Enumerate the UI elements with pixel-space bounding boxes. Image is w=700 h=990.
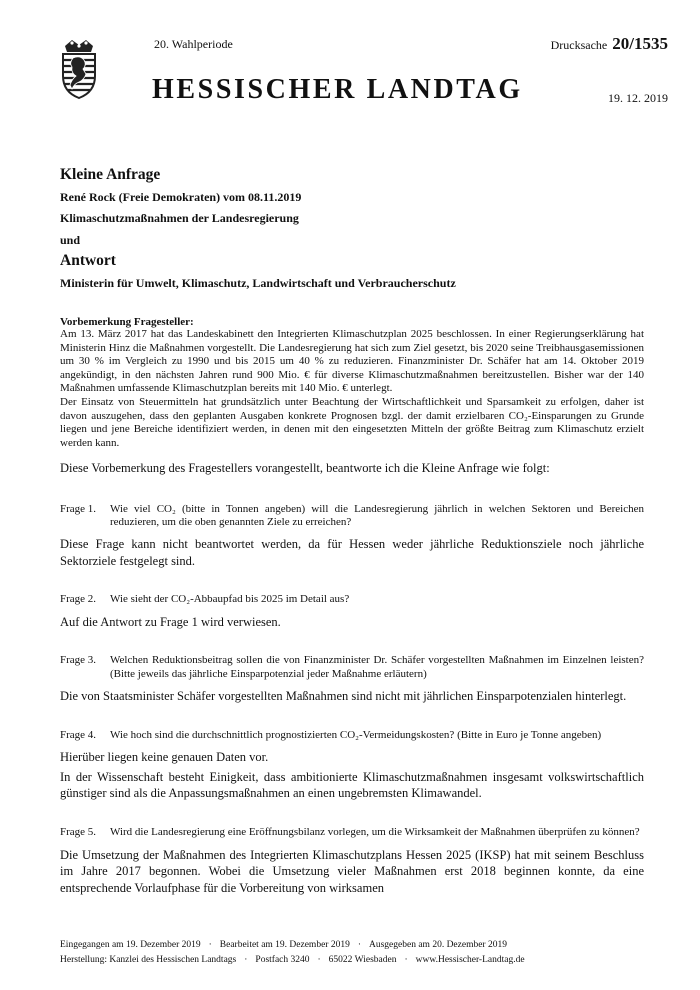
question-number: Frage 1. [60,502,97,515]
question-text: Wie hoch sind die durchschnittlich prognostizierten CO₂-Vermeidungskosten? (Bitte in Euro je Tonne angeben) [110,728,602,741]
website-link[interactable]: www.Hessischer-Landtag.de [415,955,525,965]
herstellung: Herstellung: Kanzlei des Hessischen Landtags [60,955,237,965]
question-1 [60,503,644,530]
question-3 [60,654,644,681]
answer-1: Diese Frage kann nicht beantwortet werden, da für Hessen weder jährliche Reduktionsziele noch jährliche Sektorziele festgelegt sind. [60,537,644,568]
question-block-5 [60,826,644,896]
ministry-line: Ministerin für Umwelt, Klimaschutz, Landwirtschaft und Verbraucherschutz [60,276,456,290]
answer-2: Auf die Antwort zu Frage 1 wird verwiesen. [60,614,281,629]
parliament-title: HESSISCHER LANDTAG [152,74,523,105]
question-number: Frage 2. [60,593,97,606]
question-text: Wie sieht der CO₂-Abbaupfad bis 2025 im Detail aus? [110,593,350,606]
footer-publisher [60,953,650,968]
postal-city: 65022 Wiesbaden [328,955,397,965]
answer-5: Die Umsetzung der Maßnahmen des Integrierten Klimaschutzplans Hessen 2025 (IKSP) hat mit seinem Beschluss im Jahre 2017 begonnen. Wobei die Umsetzung vieler Maßnahmen erst 2018 beginnen konnte, da eine entsprechende Vorlaufphase für die Vorbereitung von wirksamen [60,847,644,895]
topic-line: Klimaschutzmaßnahmen der Landesregierung [60,211,299,225]
drucksache-number [551,34,668,54]
question-text: Wird die Landesregierung eine Eröffnungsbilanz vorlegen, um die Wirksamkeit der Maßnahmen überprüfen zu können? [110,825,640,838]
postfach: Postfach 3240 [255,955,310,965]
author-line: René Rock (Freie Demokraten) vom 08.11.2019 [60,190,302,204]
answer-3: Die von Staatsminister Schäfer vorgestellten Maßnahmen sind nicht mit jährlichen Einsparpotenzialen hinterlegt. [60,689,627,704]
separator: · [357,940,361,950]
document-type: Kleine Anfrage [60,166,161,183]
footer-dates [60,938,650,953]
und-line: und [60,233,81,247]
question-2 [60,593,644,607]
vorbemerkung-title: Vorbemerkung Fragesteller: [60,316,194,328]
question-4 [60,729,644,743]
bearbeitet-date: Bearbeitet am 19. Dezember 2019 [219,940,350,950]
intro-paragraph: Diese Vorbemerkung des Fragestellers vorangestellt, beantworte ich die Kleine Anfrage wie folgt: [60,461,550,476]
separator: · [404,955,408,965]
question-text: Wie viel CO₂ (bitte in Tonnen angeben) will die Landesregierung jährlich in welchen Sektoren und Bereichen reduzieren, um die oben genannten Ziele zu erreichen? [110,502,644,529]
wahlperiode: 20. Wahlperiode [154,37,233,51]
antwort-heading: Antwort [60,252,116,269]
question-text: Welchen Reduktionsbeitrag sollen die von Finanzminister Dr. Schäfer vorgestellten Maßnahmen im Einzelnen leisten? (Bitte jeweils das jährliche Einsparpotenzial jeder Maßnahme erläutern) [110,654,644,680]
eingegangen-date: Eingegangen am 19. Dezember 2019 [60,940,201,950]
page-footer [60,938,650,968]
question-block-4 [60,729,644,802]
separator: · [317,955,321,965]
question-block-2 [60,593,644,630]
document-body [60,316,644,896]
ausgegeben-date: Ausgegeben am 20. Dezember 2019 [369,940,507,950]
separator: · [244,955,248,965]
question-block-3 [60,654,644,705]
question-number: Frage 5. [60,825,97,838]
drucksache-value: 20/1535 [612,34,668,53]
vorbemerkung-paragraph-1: Am 13. März 2017 hat das Landeskabinett den Integrierten Klimaschutzplan 2025 beschlossen. In einer Regierungserklärung hat Ministerin Hinz die Maßnahmen vorgestellt. Die Landesregierung hat sich zum Ziel gesetzt, bis 2020 seine Treibhausgasemissionen um 30 % im Vergleich zu 1990 und bis 2015 um 40 % zu reduzieren. Finanzminister Dr. Schäfer hat am 14. Oktober 2019 angekündigt, in den nächsten Jahren rund 900 Mio. € für diverse Klimaschutzmaßnahmen bereitzustellen. Bisher war der 140 Maßnahmen umfassende Klimaschutzplan bereits mit 140 Mio. € unterlegt. [60,328,644,395]
answer-4-continued: In der Wissenschaft besteht Einigkeit, dass ambitionierte Klimaschutzmaßnahmen insgesamt volkswirtschaftlich günstiger sind als die Anpassungsmaßnahmen an einen ungebremsten Klimawandel. [60,769,644,801]
drucksache-label: Drucksache [550,38,608,52]
separator: · [208,940,212,950]
question-number: Frage 4. [60,728,97,741]
document-date: 19. 12. 2019 [608,91,668,105]
vorbemerkung-paragraph-2: Der Einsatz von Steuermitteln hat grundsätzlich unter Beachtung der Wirtschaftlichkeit und Sparsamkeit zu erfolgen, daher ist davon auszugehen, dass den geplanten Ausgaben konkrete Prognosen bzgl. der damit erzielbaren CO₂-Einsparungen zu Grunde liegen und jene Bereiche identifiziert werden, in denen mit den eingesetzten Mitteln der größte Beitrag zum Klimaschutz erzielt werden kann. [60,395,644,449]
document-heading [60,166,660,291]
answer-4: Hierüber liegen keine genauen Daten vor. [60,750,269,765]
question-number: Frage 3. [60,654,97,667]
hessen-crest-icon [60,38,98,100]
question-5 [60,826,644,840]
question-block-1 [60,503,644,569]
